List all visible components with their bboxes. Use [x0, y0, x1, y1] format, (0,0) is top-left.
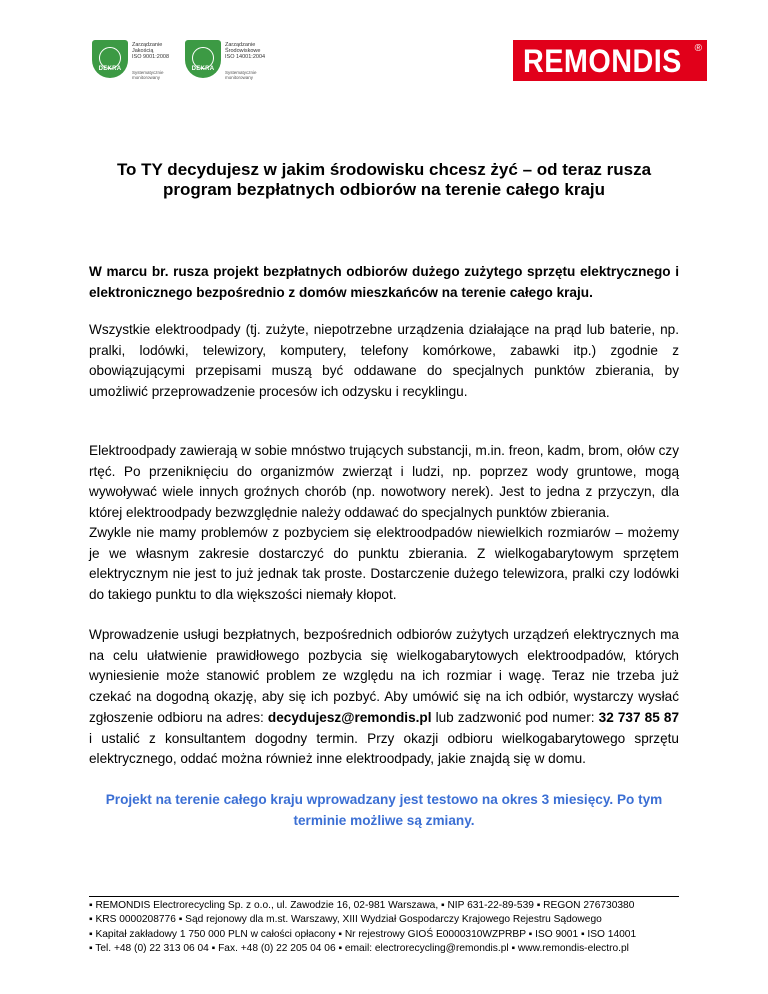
pilot-notice: Projekt na terenie całego kraju wprowadzany jest testowo na okres 3 miesięcy. Po tym terminie możliwe są zmiany.: [105, 792, 663, 828]
document-title: To TY decydujesz w jakim środowisku chcesz żyć – od teraz rusza program bezpłatnych odbiorów na terenie całego kraju: [116, 160, 652, 199]
remondis-logo: REMONDIS ®: [513, 40, 707, 81]
footer-line: ▪ Kapitał zakładowy 1 750 000 PLN w całości opłacony ▪ Nr rejestrowy GIOŚ E0000310WZPRBP ▪ ISO 9001 ▪ ISO 14001: [89, 928, 637, 940]
iso-9001-certificate-badge: [92, 40, 182, 78]
cert-line: Jakością: [132, 48, 154, 55]
cert-line: Zarządzanie: [225, 42, 256, 48]
body-paragraph-3: Zwykle nie mamy problemów z pozbyciem się elektroodpadów niewielkich rozmiarów – możemy je we własnym zakresie dostarczyć do punktu zbierania. Z wielkogabarytowym sprzętem elektrycznym nie jest to już jednak tak proste. Dostarczenie dużego telewizora, pralki czy lodówki do takiego punktu to dla większości niemały kłopot.: [89, 525, 679, 603]
body-paragraph-4: Wprowadzenie usługi bezpłatnych, bezpośrednich odbiorów zużytych urządzeń elektrycznych ma na celu ułatwienie prawidłowego pozbycia się wielkogabarytowych elektroodpadów, których wyniesienie może stanowić problem ze względu na ich rozmiar i wagę. Teraz nie trzeba już czekać na dogodną okazję, aby się ich pozbyć. Aby umówić się na ich odbiór, wystarczy wysłać zgłoszenie odbioru na adres: decydujesz@remondis.pl lub zadzwonić pod numer: 32 737 85 87 i ustalić z konsultantem dogodny termin. Przy okazji odbioru wielkogabarytowego sprzętu elektrycznego, oddać można również inne elektroodpady, jakie znajdą się w domu.: [89, 627, 680, 767]
cert-footnote: Systematycznie monitorowany: [132, 70, 164, 80]
footer-line: ▪ KRS 0000208776 ▪ Sąd rejonowy dla m.st. Warszawy, XIII Wydział Gospodarczy Krajowego Rejestru Sądowego: [89, 914, 602, 926]
company-footer: [89, 899, 679, 956]
lead-paragraph: W marcu br. rusza projekt bezpłatnych odbiorów dużego zużytego sprzętu elektrycznego i elektronicznego bezpośrednio z domów mieszkańców na terenie całego kraju.: [89, 264, 679, 300]
body-paragraph-2: Elektroodpady zawierają w sobie mnóstwo trujących substancji, m.in. freon, kadm, brom, ołów czy rtęć. Po przeniknięciu do organizmów zwierząt i ludzi, np. poprzez wody gruntowe, mogą wywoływać wiele innych groźnych chorób (np. nowotwory nerek). Jest to jedna z przyczyn, dla której elektroodpady bezwzględnie należy oddawać do specjalnych punktów zbierania.: [89, 443, 679, 521]
iso-14001-certificate-badge: [185, 40, 275, 78]
dekra-seal-icon: DEKRA: [185, 40, 221, 78]
registered-mark-icon: ®: [694, 43, 702, 54]
footer-line: ▪ REMONDIS Electrorecycling Sp. z o.o., ul. Zawodzie 16, 02-981 Warszawa, ▪ NIP 631-22-89-539 ▪ REGON 276730380: [89, 900, 635, 911]
cert-line: Środowiskowe: [225, 48, 261, 55]
cert-line: ISO 9001:2008: [132, 54, 170, 61]
body-paragraph-1: Wszystkie elektroodpady (tj. zużyte, niepotrzebne urządzenia działające na prąd lub baterie, np. pralki, lodówki, telewizory, komputery, telefony komórkowe, zabawki itp.) zgodnie z obowiązującymi przepisami muszą być oddawane do specjalnych punktów zbierania, by umożliwić przeprowadzenie procesów ich odzysku i recyklingu.: [89, 322, 679, 400]
cert-line: ISO 14001:2004: [225, 54, 266, 61]
cert-line: Zarządzanie: [132, 42, 163, 48]
cert-footnote: Systematycznie monitorowany: [225, 70, 257, 80]
footer-line: ▪ Tel. +48 (0) 22 313 06 04 ▪ Fax. +48 (0) 22 205 04 06 ▪ email: electrorecycling@remondis.pl ▪ www.remondis-electro.pl: [89, 942, 629, 954]
contact-phone[interactable]: 32 737 85 87: [598, 709, 680, 725]
footer-divider: [89, 896, 679, 897]
contact-email[interactable]: decydujesz@remondis.pl: [267, 709, 432, 725]
dekra-seal-icon: DEKRA: [92, 40, 128, 78]
